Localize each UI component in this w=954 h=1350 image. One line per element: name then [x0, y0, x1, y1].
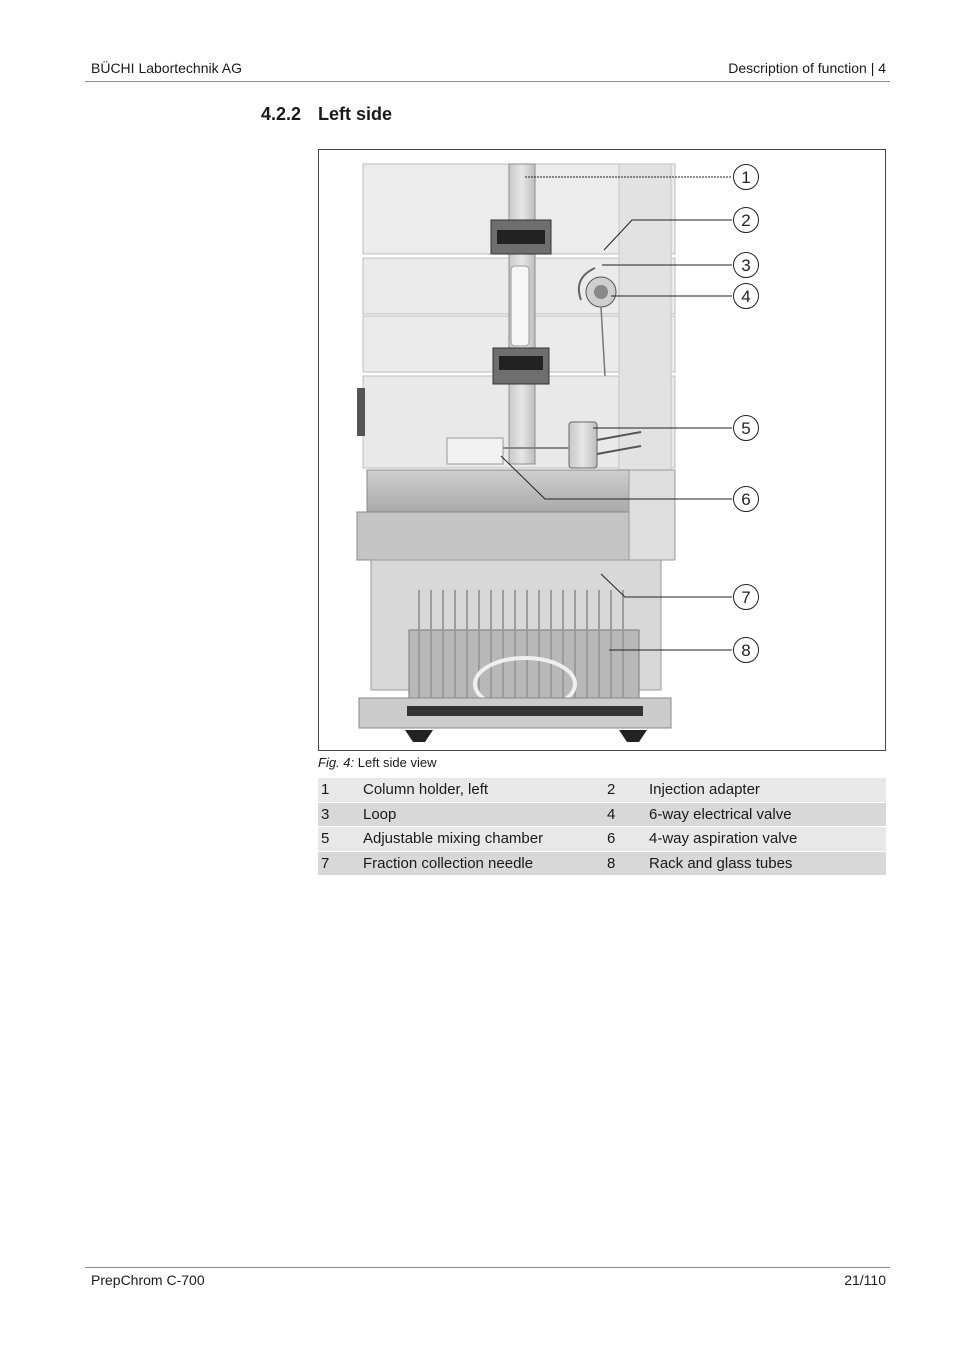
legend-text: Fraction collection needle [360, 851, 604, 876]
footer-page-number: 21/110 [844, 1272, 886, 1288]
callout-1 [734, 165, 759, 190]
legend-num: 2 [604, 778, 646, 802]
callout-8 [734, 638, 759, 663]
legend-text: Injection adapter [646, 778, 886, 802]
legend-row [318, 802, 886, 827]
legend-num: 1 [318, 778, 360, 802]
fraction-collector [359, 560, 671, 742]
legend-num: 8 [604, 851, 646, 876]
legend-num: 6 [604, 827, 646, 852]
footer-product: PrepChrom C-700 [91, 1272, 205, 1288]
legend-table [318, 778, 886, 876]
header-divider [85, 81, 890, 82]
callouts [734, 165, 759, 663]
legend-num: 5 [318, 827, 360, 852]
callout-2-label: 2 [741, 211, 751, 230]
callout-4-label: 4 [741, 287, 751, 306]
figure-left-side-view [318, 149, 886, 751]
legend-text: Column holder, left [360, 778, 604, 802]
callout-1-label: 1 [741, 168, 751, 187]
callout-8-label: 8 [741, 641, 751, 660]
callout-4 [734, 284, 759, 309]
legend-row [318, 851, 886, 876]
callout-3 [734, 253, 759, 278]
callout-3-label: 3 [741, 256, 751, 275]
legend-text: Adjustable mixing chamber [360, 827, 604, 852]
caption-label: Fig. 4: [318, 755, 355, 770]
callout-5 [734, 416, 759, 441]
section-heading [261, 104, 392, 125]
legend-num: 7 [318, 851, 360, 876]
collection-tray [357, 470, 675, 560]
section-number: 4.2.2 [261, 104, 302, 124]
section-title: Left side [318, 104, 393, 124]
footer-divider [85, 1267, 890, 1268]
caption-text: Left side view [357, 755, 437, 770]
callout-6-label: 6 [741, 490, 751, 509]
legend-row [318, 827, 886, 852]
legend-num: 3 [318, 802, 360, 827]
callout-7 [734, 585, 759, 610]
header-company: BÜCHI Labortechnik AG [91, 60, 242, 76]
legend-text: Loop [360, 802, 604, 827]
legend-num: 4 [604, 802, 646, 827]
callout-2 [734, 208, 759, 233]
callout-5-label: 5 [741, 419, 751, 438]
legend-row [318, 778, 886, 802]
callout-6 [734, 487, 759, 512]
callout-7-label: 7 [741, 588, 751, 607]
device-illustration [319, 150, 885, 750]
legend-text: 4-way aspiration valve [646, 827, 886, 852]
legend-text: 6-way electrical valve [646, 802, 886, 827]
figure-caption [318, 755, 437, 770]
legend-text: Rack and glass tubes [646, 851, 886, 876]
header-chapter: Description of function | 4 [728, 60, 886, 76]
